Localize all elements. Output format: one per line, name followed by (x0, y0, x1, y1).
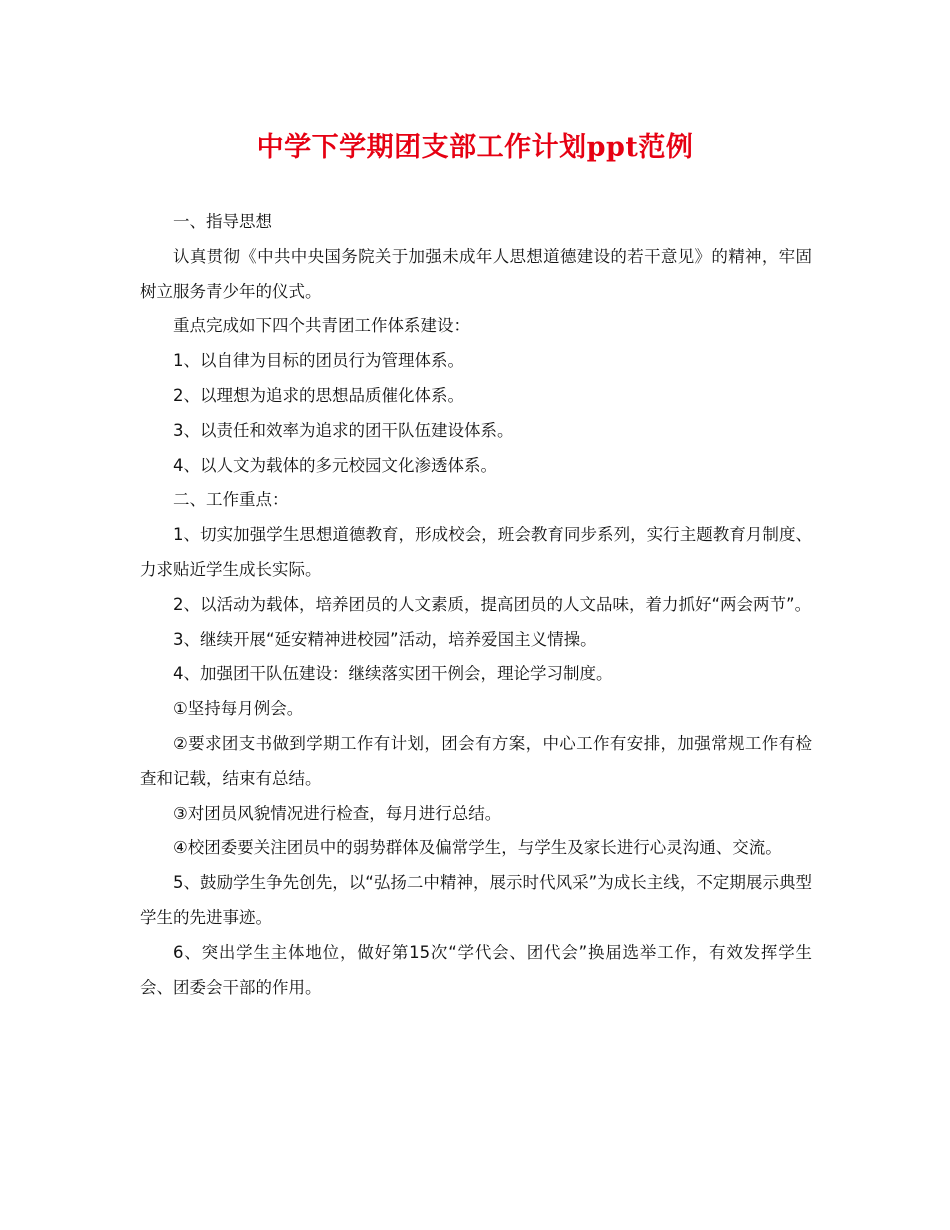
list-item-system-3: 3、以责任和效率为追求的团干队伍建设体系。 (173, 420, 514, 440)
sub-item-4: ④校团委要关注团员中的弱势群体及偏常学生，与学生及家长进行心灵沟通、交流。 (173, 838, 782, 858)
list-item-focus-2: 2、以活动为载体，培养团员的人文素质，提高团员的人文品味，着力抓好“两会两节”。 (173, 594, 812, 614)
list-item-system-1: 1、以自律为目标的团员行为管理体系。 (173, 351, 464, 371)
list-item-focus-3: 3、继续开展“延安精神进校园”活动，培养爱国主义情操。 (173, 629, 597, 649)
list-item-focus-4: 4、加强团干队伍建设：继续落实团干例会，理论学习制度。 (173, 664, 613, 684)
document-body (140, 205, 812, 1005)
paragraph-implement-opinions: 认真贯彻《中共中央国务院关于加强未成年人思想道德建设的若干意见》的精神，牢固树立服务青少年的仪式。 (140, 246, 812, 301)
sub-item-2: ②要求团支书做到学期工作有计划，团会有方案，中心工作有安排，加强常规工作有检查和记载，结束有总结。 (140, 733, 812, 788)
sub-item-1: ①坚持每月例会。 (173, 699, 304, 719)
sub-item-3: ③对团员风貌情况进行检查，每月进行总结。 (173, 803, 502, 823)
list-item-system-4: 4、以人文为载体的多元校园文化渗透体系。 (173, 455, 497, 475)
paragraph-four-systems-intro: 重点完成如下四个共青团工作体系建设： (173, 316, 470, 336)
list-item-focus-6: 6、突出学生主体地位，做好第15次“学代会、团代会”换届选举工作，有效发挥学生会、团委会干部的作用。 (140, 942, 812, 997)
section-heading-guiding-ideology: 一、指导思想 (173, 212, 272, 231)
list-item-focus-5: 5、鼓励学生争先创先，以“弘扬二中精神，展示时代风采”为成长主线，不定期展示典型学生的先进事迹。 (140, 873, 812, 927)
list-item-system-2: 2、以理想为追求的思想品质催化体系。 (173, 385, 464, 405)
section-heading-work-focus: 二、工作重点： (173, 490, 289, 510)
list-item-focus-1: 1、切实加强学生思想道德教育，形成校会，班会教育同步系列，实行主题教育月制度、力求贴近学生成长实际。 (140, 525, 812, 579)
document-title: 中学下学期团支部工作计划ppt范例 (256, 132, 694, 163)
